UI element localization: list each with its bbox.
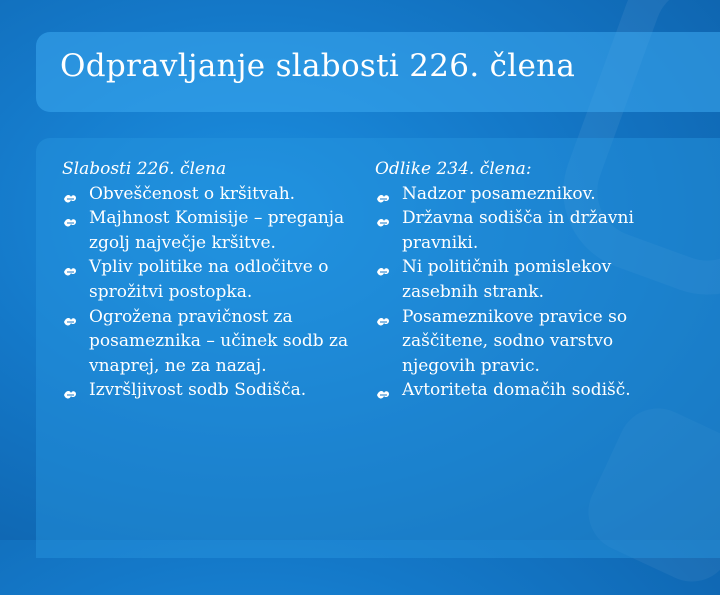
right-column-heading: Odlike 234. člena: bbox=[375, 159, 532, 179]
list-item bbox=[62, 255, 352, 304]
fleuron-bullet-icon bbox=[63, 188, 77, 200]
list-item bbox=[375, 206, 665, 255]
fleuron-bullet-icon bbox=[63, 384, 77, 396]
list-item-text: Vpliv politike na odločitve o sprožitvi postopka. bbox=[89, 257, 329, 302]
right-bullet-list bbox=[375, 182, 665, 403]
list-item-text: Izvršljivost sodb Sodišča. bbox=[89, 380, 307, 401]
list-item bbox=[62, 206, 352, 255]
left-column bbox=[62, 157, 352, 403]
fleuron-bullet-icon bbox=[63, 212, 77, 224]
list-item-text: Ni političnih pomislekov zasebnih strank. bbox=[402, 257, 612, 302]
left-column-heading: Slabosti 226. člena bbox=[62, 159, 227, 179]
list-item bbox=[62, 182, 352, 207]
fleuron-bullet-icon bbox=[376, 261, 390, 273]
list-item-text: Obveščenost o kršitvah. bbox=[89, 183, 296, 204]
list-item-text: Državna sodišča in državni pravniki. bbox=[402, 208, 634, 253]
list-item bbox=[375, 255, 665, 304]
fleuron-bullet-icon bbox=[376, 384, 390, 396]
fleuron-bullet-icon bbox=[63, 311, 77, 323]
left-bullet-list bbox=[62, 182, 352, 403]
list-item bbox=[375, 182, 665, 207]
right-column bbox=[375, 157, 665, 403]
list-item bbox=[62, 305, 352, 379]
list-item-text: Posameznikove pravice so zaščitene, sodno varstvo njegovih pravic. bbox=[402, 306, 628, 376]
list-item bbox=[62, 378, 352, 403]
fleuron-bullet-icon bbox=[63, 261, 77, 273]
slide-title: Odpravljanje slabosti 226. člena bbox=[60, 48, 576, 84]
list-item bbox=[375, 305, 665, 379]
fleuron-bullet-icon bbox=[376, 212, 390, 224]
fleuron-bullet-icon bbox=[376, 311, 390, 323]
list-item-text: Avtoriteta domačih sodišč. bbox=[402, 380, 631, 401]
list-item-text: Majhnost Komisije – preganja zgolj največje kršitve. bbox=[89, 208, 345, 253]
list-item-text: Ogrožena pravičnost za posameznika – učinek sodb za vnaprej, ne za nazaj. bbox=[89, 306, 349, 376]
list-item-text: Nadzor posameznikov. bbox=[402, 183, 596, 204]
list-item bbox=[375, 378, 665, 403]
fleuron-bullet-icon bbox=[376, 188, 390, 200]
